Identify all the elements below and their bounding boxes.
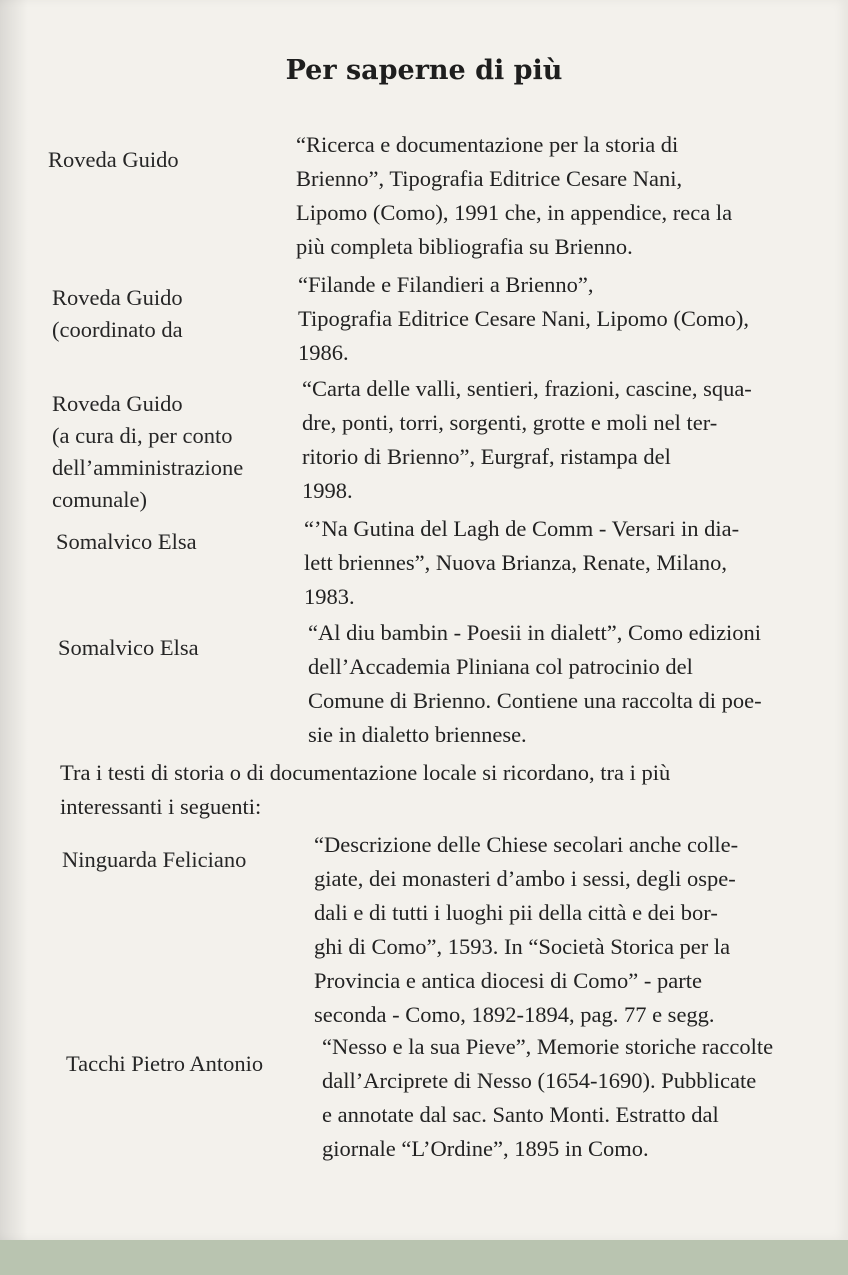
page-title: Per saperne di più bbox=[285, 55, 563, 86]
reference-line: più completa bibliografia su Brienno. bbox=[296, 234, 633, 259]
entry-reference bbox=[296, 128, 826, 264]
entry-author bbox=[52, 282, 183, 346]
entry-author bbox=[66, 1048, 263, 1080]
author-line: comunale) bbox=[52, 487, 147, 512]
reference-line: Tipografia Editrice Cesare Nani, Lipomo (Como), bbox=[298, 306, 749, 331]
entry-author bbox=[62, 844, 246, 876]
reference-line: 1983. bbox=[304, 584, 355, 609]
intro-paragraph bbox=[60, 756, 840, 824]
reference-line: Comune di Brienno. Contiene una raccolta di poe- bbox=[308, 688, 762, 713]
entry-author bbox=[52, 388, 243, 516]
page-fold-shadow bbox=[0, 0, 28, 1240]
entry-author bbox=[48, 144, 179, 176]
entry-reference bbox=[302, 372, 828, 508]
author-line: Roveda Guido bbox=[48, 147, 179, 172]
reference-line: dali e di tutti i luoghi pii della città e dei bor- bbox=[314, 900, 718, 925]
reference-line: “Al diu bambin - Poesii in dialett”, Como edizioni bbox=[308, 620, 762, 645]
entry-author bbox=[56, 526, 197, 558]
reference-line: seconda - Como, 1892-1894, pag. 77 e segg. bbox=[314, 1002, 715, 1027]
reference-line: Lipomo (Como), 1991 che, in appendice, reca la bbox=[296, 200, 733, 225]
reference-line: Provincia e antica diocesi di Como” - parte bbox=[314, 968, 702, 993]
reference-line: lett briennes”, Nuova Brianza, Renate, Milano, bbox=[304, 550, 727, 575]
reference-line: sie in dialetto briennese. bbox=[308, 722, 527, 747]
reference-line: “Descrizione delle Chiese secolari anche colle- bbox=[314, 832, 739, 857]
reference-line: ritorio di Brienno”, Eurgraf, ristampa del bbox=[302, 444, 671, 469]
reference-line: ghi di Como”, 1593. In “Società Storica per la bbox=[314, 934, 731, 959]
author-line: Somalvico Elsa bbox=[56, 529, 197, 554]
entry-reference bbox=[322, 1030, 840, 1166]
author-line: Tacchi Pietro Antonio bbox=[66, 1051, 264, 1076]
author-line: Somalvico Elsa bbox=[58, 635, 199, 660]
reference-line: “Filande e Filandieri a Brienno”, bbox=[298, 272, 594, 297]
reference-line: dre, ponti, torri, sorgenti, grotte e moli nel ter- bbox=[302, 410, 718, 435]
reference-line: giornale “L’Ordine”, 1895 in Como. bbox=[322, 1136, 649, 1161]
reference-line: dall’Arciprete di Nesso (1654-1690). Pubblicate bbox=[322, 1068, 757, 1093]
reference-line: Brienno”, Tipografia Editrice Cesare Nani, bbox=[296, 166, 683, 191]
reference-line: e annotate dal sac. Santo Monti. Estratto dal bbox=[322, 1102, 719, 1127]
intro-line: Tra i testi di storia o di documentazione locale si ricordano, tra i più bbox=[60, 760, 671, 785]
entry-author bbox=[58, 632, 199, 664]
reference-line: 1998. bbox=[302, 478, 353, 503]
author-line: (coordinato da bbox=[52, 317, 183, 342]
author-line: dell’amministrazione bbox=[52, 455, 244, 480]
reference-line: dell’Accademia Pliniana col patrocinio del bbox=[308, 654, 693, 679]
author-line: (a cura di, per conto bbox=[52, 423, 233, 448]
entry-reference bbox=[308, 616, 834, 752]
reference-line: giate, dei monasteri d’ambo i sessi, degli ospe- bbox=[314, 866, 736, 891]
reference-line: “Nesso e la sua Pieve”, Memorie storiche raccolte bbox=[322, 1034, 774, 1059]
reference-line: 1986. bbox=[298, 340, 349, 365]
author-line: Ninguarda Feliciano bbox=[62, 847, 247, 872]
reference-line: “Carta delle valli, sentieri, frazioni, cascine, squa- bbox=[302, 376, 752, 401]
entry-reference bbox=[298, 268, 828, 370]
reference-line: “’Na Gutina del Lagh de Comm - Versari in dia- bbox=[304, 516, 740, 541]
reference-line: “Ricerca e documentazione per la storia di bbox=[296, 132, 679, 157]
entry-reference bbox=[314, 828, 840, 1032]
author-line: Roveda Guido bbox=[52, 391, 183, 416]
entry-reference bbox=[304, 512, 828, 614]
intro-line: interessanti i seguenti: bbox=[60, 794, 262, 819]
author-line: Roveda Guido bbox=[52, 285, 183, 310]
